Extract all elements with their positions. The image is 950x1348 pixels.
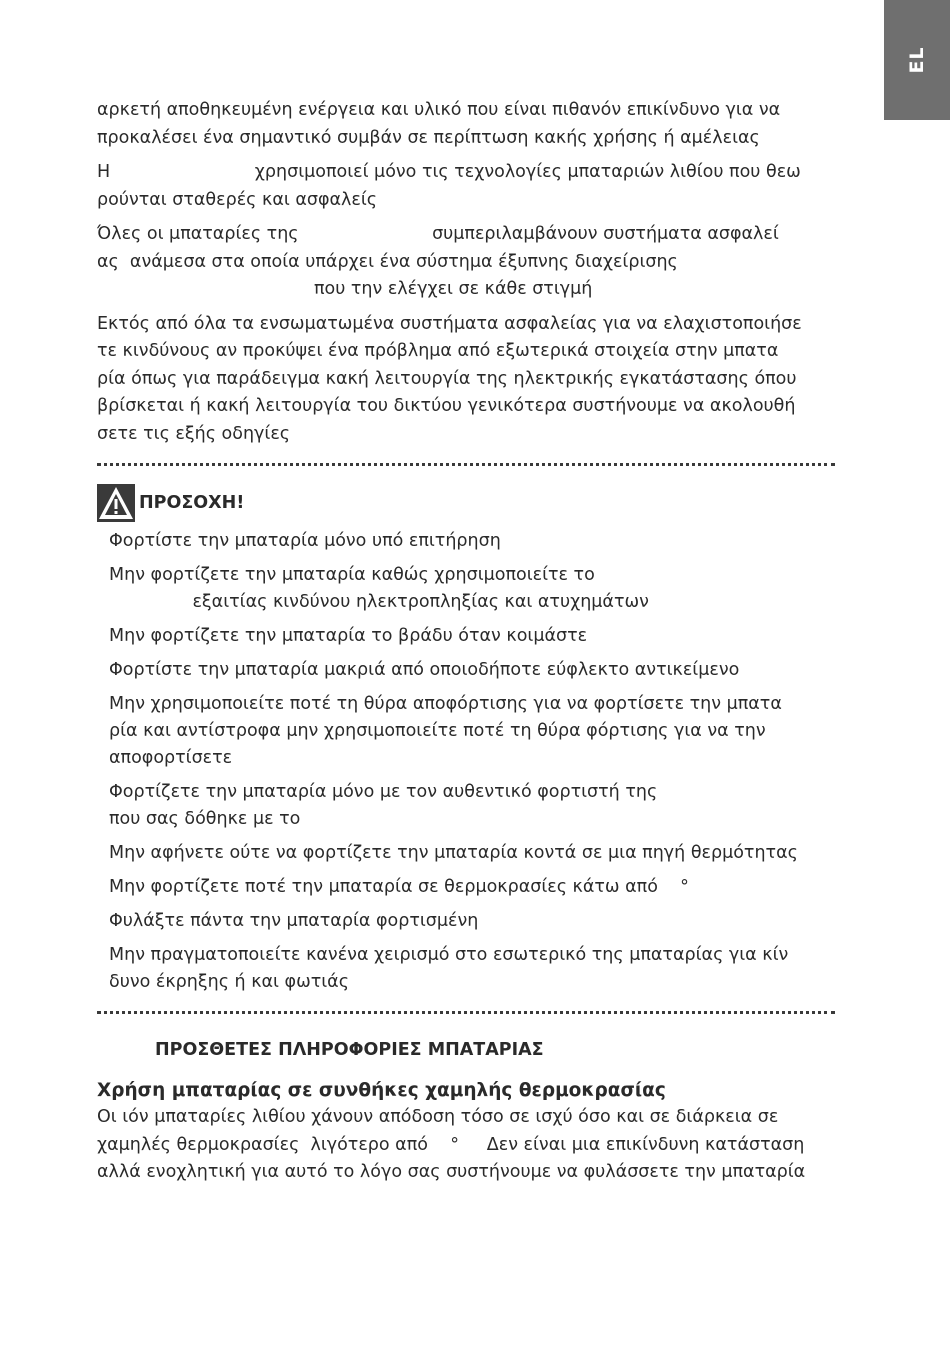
- text-line: αποφορτίσετε: [109, 748, 233, 768]
- language-code: EL: [906, 46, 928, 74]
- text-line: Φορτίστε την μπαταρία μακριά από οποιοδήποτε εύφλεκτο αντικείμενο: [109, 660, 740, 680]
- page-content: [97, 97, 835, 1194]
- intro-section: [97, 97, 835, 448]
- text-line: Φορτίζετε την μπαταρία μόνο με τον αυθεντικό φορτιστή της: [109, 782, 658, 802]
- dotted-divider: [97, 1011, 835, 1014]
- text-line: Φυλάξτε πάντα την μπαταρία φορτισμένη: [109, 911, 479, 931]
- dotted-divider: [97, 463, 835, 466]
- warning-header: [97, 484, 835, 522]
- text-line: Μην πραγματοποιείτε κανένα χειρισμό στο εσωτερικό της μπαταρίας για κίν: [109, 945, 789, 965]
- text-line: Όλες οι μπαταρίες της συμπεριλαμβάνουν συστήματα ασφαλεί: [97, 224, 779, 244]
- list-item: [109, 779, 835, 833]
- text-line: Εκτός από όλα τα ενσωματωμένα συστήματα ασφαλείας για να ελαχιστοποιήσε: [97, 313, 802, 334]
- list-item: [109, 874, 835, 901]
- text-line: Φορτίστε την μπαταρία μόνο υπό επιτήρηση: [109, 531, 501, 551]
- text-line: που την ελέγχει σε κάθε στιγμή: [97, 279, 593, 299]
- warning-box: [97, 484, 835, 996]
- text-line: Η χρησιμοποιεί μόνο τις τεχνολογίες μπαταριών λιθίου που θεω: [97, 162, 801, 182]
- text-line: ας ανάμεσα στα οποία υπάρχει ένα σύστημα έξυπνης διαχείρισης: [97, 251, 678, 272]
- text-line: ρία και αντίστροφα μην χρησιμοποιείτε ποτέ τη θύρα φόρτισης για να την: [109, 721, 766, 741]
- intro-paragraph: [97, 221, 835, 304]
- list-item: [109, 908, 835, 935]
- text-line: εξαιτίας κινδύνου ηλεκτροπληξίας και ατυχημάτων: [109, 592, 649, 612]
- intro-paragraph: [97, 97, 835, 152]
- warning-title: ΠΡΟΣΟΧΗ!: [139, 493, 245, 513]
- subheading: Χρήση μπαταρίας σε συνθήκες χαμηλής θερμοκρασίας: [97, 1080, 666, 1101]
- text-line: Μην φορτίζετε την μπαταρία το βράδυ όταν κοιμάστε: [109, 626, 588, 646]
- list-item: [109, 942, 835, 996]
- list-item: [109, 528, 835, 555]
- text-line: Οι ιόν μπαταρίες λιθίου χάνουν απόδοση τόσο σε ισχύ όσο και σε διάρκεια σε: [97, 1107, 779, 1127]
- warning-triangle-icon: [97, 484, 135, 522]
- list-item: [109, 657, 835, 684]
- language-tab: [884, 0, 950, 120]
- section-title: ΠΡΟΣΘΕΤΕΣ ΠΛΗΡΟΦΟΡΙΕΣ ΜΠΑΤΑΡΙΑΣ: [155, 1040, 544, 1060]
- list-item: [109, 623, 835, 650]
- text-line: αρκετή αποθηκευμένη ενέργεια και υλικό που είναι πιθανόν επικίνδυνο για να: [97, 100, 781, 120]
- text-line: Μην φορτίζετε ποτέ την μπαταρία σε θερμοκρασίες κάτω από °: [109, 877, 689, 897]
- list-item: [109, 840, 835, 867]
- warning-list: [97, 528, 835, 996]
- list-item: [109, 691, 835, 772]
- text-line: Μην φορτίζετε την μπαταρία καθώς χρησιμοποιείτε το: [109, 565, 595, 585]
- text-line: ρία όπως για παράδειγμα κακή λειτουργία της ηλεκτρικής εγκατάστασης όπου: [97, 368, 797, 389]
- text-line: δυνο έκρηξης ή και φωτιάς: [109, 972, 349, 992]
- text-line: που σας δόθηκε με το: [109, 809, 301, 829]
- text-line: χαμηλές θερμοκρασίες λιγότερο από ° Δεν είναι μια επικίνδυνη κατάσταση: [97, 1134, 805, 1155]
- intro-paragraph: [97, 311, 835, 449]
- intro-paragraph: [97, 159, 835, 214]
- text-line: προκαλέσει ένα σημαντικό συμβάν σε περίπτωση κακής χρήσης ή αμέλειας: [97, 127, 760, 148]
- text-line: Μην χρησιμοποιείτε ποτέ τη θύρα αποφόρτισης για να φορτίσετε την μπατα: [109, 694, 782, 714]
- text-line: αλλά ενοχλητική για αυτό το λόγο σας συστήνουμε να φυλάσσετε την μπαταρία: [97, 1162, 806, 1182]
- body-paragraph: [97, 1104, 835, 1187]
- text-line: σετε τις εξής οδηγίες: [97, 423, 291, 444]
- text-line: ρούνται σταθερές και ασφαλείς: [97, 189, 378, 210]
- text-line: τε κινδύνους αν προκύψει ένα πρόβλημα από εξωτερικά στοιχεία στην μπατα: [97, 341, 779, 361]
- text-line: Μην αφήνετε ούτε να φορτίζετε την μπαταρία κοντά σε μια πηγή θερμότητας: [109, 843, 798, 863]
- list-item: [109, 562, 835, 616]
- text-line: βρίσκεται ή κακή λειτουργία του δικτύου γενικότερα συστήνουμε να ακολουθή: [97, 396, 796, 416]
